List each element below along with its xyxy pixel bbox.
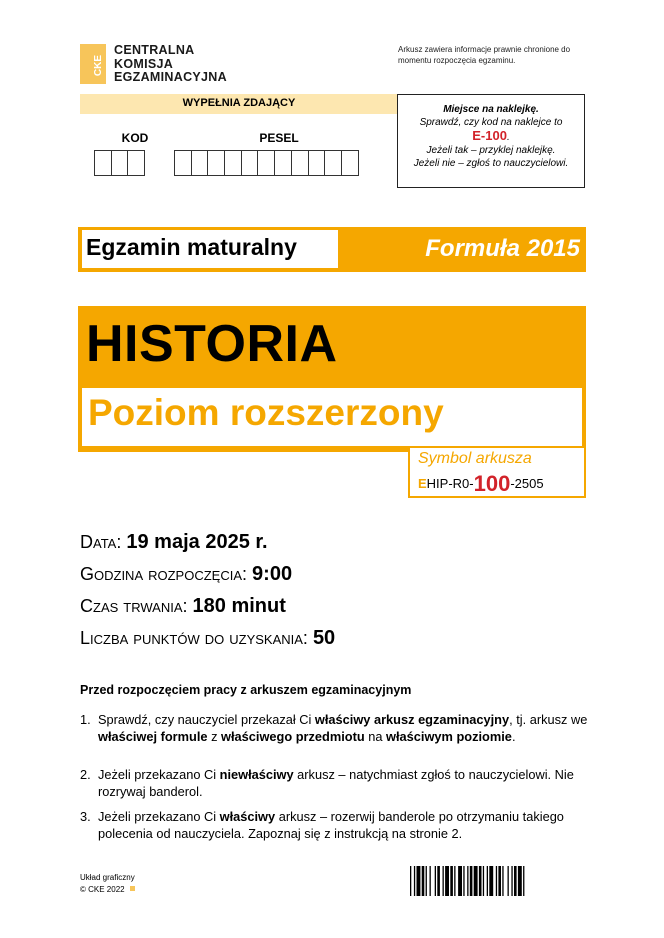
barcode-bar (454, 866, 455, 896)
logo-line-3: EGZAMINACYJNA (114, 70, 227, 84)
exam-date-line (80, 531, 268, 554)
barcode-bar (414, 866, 415, 896)
barcode-bar (430, 866, 431, 896)
barcode (410, 866, 587, 896)
cke-logo-mark (80, 44, 106, 84)
instruction-text: Sprawdź, czy nauczyciel przekazał Ci właściwy arkusz egzaminacyjny, tj. arkusz we właściwej formule z właściwego przedmiotu na właściwym poziomie. (98, 712, 588, 744)
duration-value: 180 minut (192, 595, 286, 617)
barcode-bar (518, 866, 522, 896)
barcode-bar (437, 866, 440, 896)
barcode-bar (511, 866, 512, 896)
subject-title: HISTORIA (86, 315, 338, 373)
barcode-bar (422, 866, 425, 896)
sticker-line-1: Sprawdź, czy kod na naklejce to (419, 117, 563, 128)
pesel-digit-box[interactable] (207, 150, 225, 176)
symbol-prefix-rest: HIP-R0- (426, 476, 474, 491)
kod-label: KOD (121, 131, 149, 145)
points-line (80, 627, 335, 650)
confidentiality-notice: Arkusz zawiera informacje prawnie chronione do momentu rozpoczęcia egzaminu. (398, 45, 571, 65)
logo-line-1: CENTRALNA (114, 43, 195, 57)
pesel-digit-box[interactable] (257, 150, 275, 176)
pesel-digit-box[interactable] (241, 150, 259, 176)
sticker-area: Miejsce na naklejkę. Sprawdź, czy kod na naklejce to E-100. Jeżeli tak – przyklej naklejkę. Jeżeli nie – zgłoś to nauczycielowi. (397, 94, 585, 188)
barcode-bar (523, 866, 524, 896)
kod-digit-box[interactable] (127, 150, 145, 176)
kod-digit-box[interactable] (94, 150, 112, 176)
footer-line-1: Układ graficzny (80, 873, 135, 882)
barcode-bar (470, 866, 473, 896)
instruction-number: 2. (80, 767, 91, 782)
kod-input-boxes[interactable] (94, 150, 144, 176)
barcode-bar (483, 866, 484, 896)
hour-value: 9:00 (252, 563, 293, 585)
logo-badge-text: CKE (93, 54, 105, 77)
start-hour-line (80, 563, 292, 586)
symbol-suffix: -2505 (510, 476, 544, 491)
pesel-digit-box[interactable] (308, 150, 326, 176)
symbol-code (418, 471, 544, 497)
instruction-text: Jeżeli przekazano Ci właściwy arkusz – rozerwij banderole po otrzymaniu takiego polecenia od nauczyciela. Zapoznaj się z instrukcją na stronie 2. (98, 809, 564, 841)
sticker-code: E-100 (472, 128, 507, 143)
duration-label: Czas trwania: (80, 596, 188, 616)
barcode-bar (474, 866, 478, 896)
barcode-bar (508, 866, 509, 896)
barcode-bar (463, 866, 464, 896)
date-label: Data: (80, 532, 122, 552)
barcode-bar (479, 866, 482, 896)
pesel-digit-box[interactable] (291, 150, 309, 176)
points-label: Liczba punktów do uzyskania: (80, 628, 308, 648)
instruction-item-2 (80, 767, 610, 800)
pesel-digit-box[interactable] (224, 150, 242, 176)
barcode-bar (514, 866, 517, 896)
pesel-digit-box[interactable] (191, 150, 209, 176)
kod-digit-box[interactable] (111, 150, 129, 176)
barcode-bar (417, 866, 421, 896)
symbol-label: Symbol arkusza (418, 450, 532, 467)
pesel-input-boxes[interactable] (174, 150, 358, 176)
footer-line-2: © CKE 2022 (80, 885, 125, 894)
instruction-item-3 (80, 809, 610, 842)
pesel-digit-box[interactable] (324, 150, 342, 176)
symbol-number: 100 (473, 471, 511, 496)
barcode-bar (426, 866, 427, 896)
instruction-item-1 (80, 712, 610, 745)
barcode-bar (450, 866, 453, 896)
symbol-prefix-e: E (418, 476, 427, 491)
exam-formula: Formuła 2015 (425, 235, 580, 262)
barcode-bar (443, 866, 444, 896)
duration-line (80, 595, 286, 618)
pesel-label: PESEL (259, 131, 299, 145)
instructions-heading: Przed rozpoczęciem pracy z arkuszem egzaminacyjnym (80, 683, 412, 697)
hour-label: Godzina rozpoczęcia: (80, 564, 248, 584)
footer-square-icon (130, 886, 135, 891)
sticker-line-3: Jeżeli nie – zgłoś to nauczycielowi. (413, 158, 569, 169)
pesel-digit-box[interactable] (274, 150, 292, 176)
pesel-digit-box[interactable] (341, 150, 359, 176)
points-value: 50 (312, 627, 336, 649)
barcode-bar (487, 866, 488, 896)
barcode-bar (496, 866, 497, 896)
barcode-bar (458, 866, 462, 896)
date-value: 19 maja 2025 r. (126, 531, 268, 553)
barcode-bar (502, 866, 503, 896)
barcode-bar (435, 866, 436, 896)
institution-name (114, 44, 227, 85)
instruction-text: Jeżeli przekazano Ci niewłaściwy arkusz – natychmiast zgłoś to nauczycielowi. Nie rozrywaj banderol. (98, 767, 574, 799)
sticker-line-2: Jeżeli tak – przyklej naklejkę. (426, 145, 556, 156)
sticker-title: Miejsce na naklejkę. (443, 104, 539, 115)
barcode-bar (489, 866, 493, 896)
exam-level: Poziom rozszerzony (88, 392, 444, 433)
logo-line-2: KOMISJA (114, 56, 174, 71)
pesel-digit-box[interactable] (174, 150, 192, 176)
barcode-bar (445, 866, 449, 896)
fill-in-label: WYPEŁNIA ZDAJĄCY (182, 97, 296, 109)
barcode-bar (498, 866, 501, 896)
exam-title: Egzamin maturalny (86, 234, 297, 260)
footer-credits (80, 872, 135, 896)
barcode-bar (410, 866, 411, 896)
barcode-bar (467, 866, 468, 896)
instruction-number: 3. (80, 809, 91, 824)
instruction-number: 1. (80, 712, 91, 727)
